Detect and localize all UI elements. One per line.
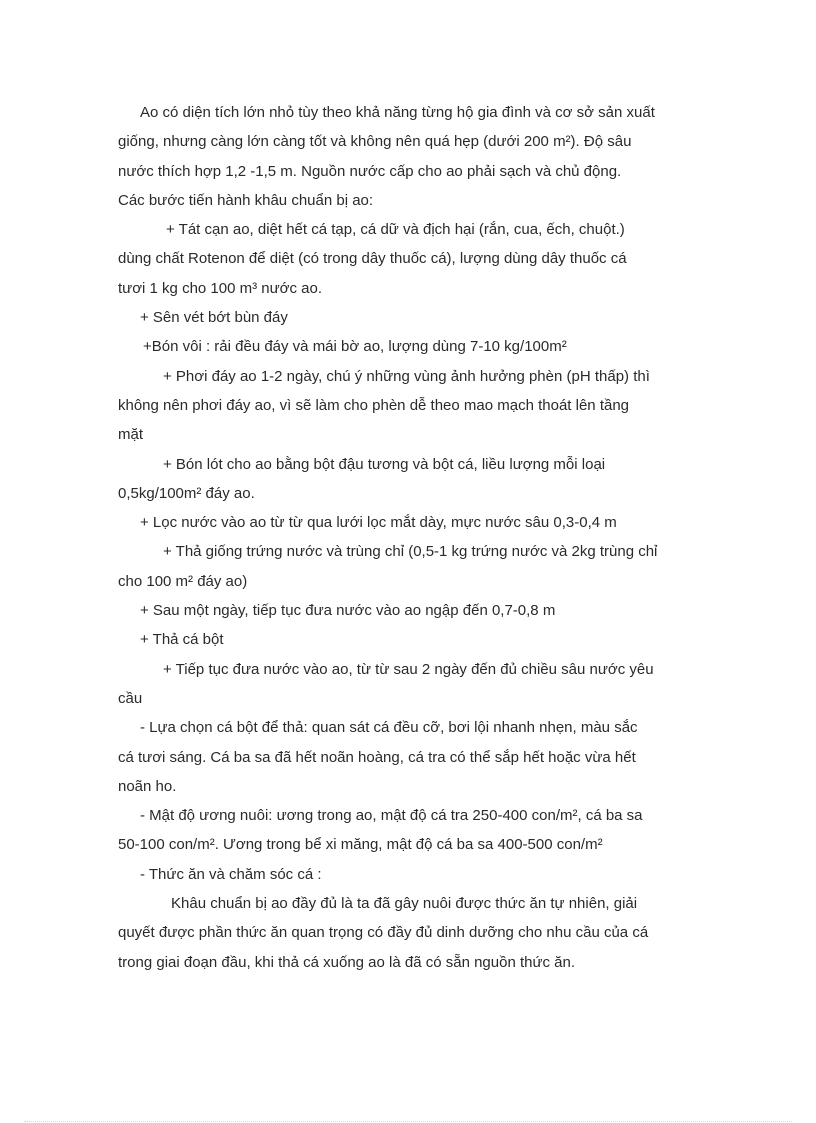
list-item-line: + Tát cạn ao, diệt hết cá tạp, cá dữ và địch hại (rắn, cua, ếch, chuột.) [166, 221, 625, 239]
paragraph-line: giống, nhưng càng lớn càng tốt và không nên quá hẹp (dưới 200 m²). Độ sâu [118, 133, 632, 151]
paragraph-line: không nên phơi đáy ao, vì sẽ làm cho phèn dễ theo mao mạch thoát lên tầng [118, 396, 630, 414]
paragraph-line: trong giai đoạn đầu, khi thả cá xuống ao là đã có sẵn nguồn thức ăn. [118, 953, 576, 971]
paragraph-line: cầu [118, 689, 143, 707]
paragraph-line: Các bước tiến hành khâu chuẩn bị ao: [118, 191, 374, 209]
list-item-line: + Phơi đáy ao 1-2 ngày, chú ý những vùng ảnh hưởng phèn (pH thấp) thì [163, 367, 650, 385]
list-item-line: +Bón vôi : rải đều đáy và mái bờ ao, lượng dùng 7-10 kg/100m² [143, 338, 567, 356]
list-item-line: + Tiếp tục đưa nước vào ao, từ từ sau 2 ngày đến đủ chiều sâu nước yêu [163, 660, 654, 678]
list-item-line: + Sên vét bớt bùn đáy [140, 309, 288, 327]
list-item-line: + Thả cá bột [140, 631, 224, 649]
document-body [118, 98, 708, 977]
paragraph-line: tươi 1 kg cho 100 m³ nước ao. [118, 279, 323, 297]
paragraph-line: noãn ho. [118, 777, 177, 795]
list-item-line: - Lựa chọn cá bột để thả: quan sát cá đều cỡ, bơi lội nhanh nhẹn, màu sắc [140, 719, 638, 737]
page-bottom-divider [24, 1121, 792, 1122]
paragraph-line: Ao có diện tích lớn nhỏ tùy theo khả năng từng hộ gia đình và cơ sở sản xuất [140, 104, 655, 121]
list-item-line: + Sau một ngày, tiếp tục đưa nước vào ao ngập đến 0,7-0,8 m [140, 602, 556, 620]
list-item-line: + Bón lót cho ao bằng bột đậu tương và bột cá, liều lượng mỗi loại [163, 455, 606, 473]
list-item-line: + Lọc nước vào ao từ từ qua lưới lọc mắt dày, mực nước sâu 0,3-0,4 m [140, 514, 617, 532]
paragraph-line: 0,5kg/100m² đáy ao. [118, 484, 255, 502]
paragraph-line: 50-100 con/m². Ương trong bể xi măng, mật độ cá ba sa 400-500 con/m² [118, 836, 603, 854]
list-item-line: - Mật độ ương nuôi: ương trong ao, mật độ cá tra 250-400 con/m², cá ba sa [140, 807, 643, 825]
paragraph-line: cá tươi sáng. Cá ba sa đã hết noãn hoàng, cá tra có thể sắp hết hoặc vừa hết [118, 748, 636, 766]
paragraph-line: cho 100 m² đáy ao) [118, 572, 248, 590]
paragraph-line: nước thích hợp 1,2 -1,5 m. Nguồn nước cấp cho ao phải sạch và chủ động. [118, 162, 622, 180]
paragraph-line: quyết được phần thức ăn quan trọng có đầy đủ dinh dưỡng cho nhu cầu của cá [118, 924, 649, 942]
paragraph-line: dùng chất Rotenon để diệt (có trong dây thuốc cá), lượng dùng dây thuốc cá [118, 250, 627, 268]
list-item-line: + Thả giống trứng nước và trùng chỉ (0,5-1 kg trứng nước và 2kg trùng chỉ [163, 543, 658, 561]
paragraph-line: mặt [118, 426, 144, 444]
paragraph-line: Khâu chuẩn bị ao đầy đủ là ta đã gây nuôi được thức ăn tự nhiên, giải [171, 895, 638, 913]
list-item-line: - Thức ăn và chăm sóc cá : [140, 865, 322, 883]
